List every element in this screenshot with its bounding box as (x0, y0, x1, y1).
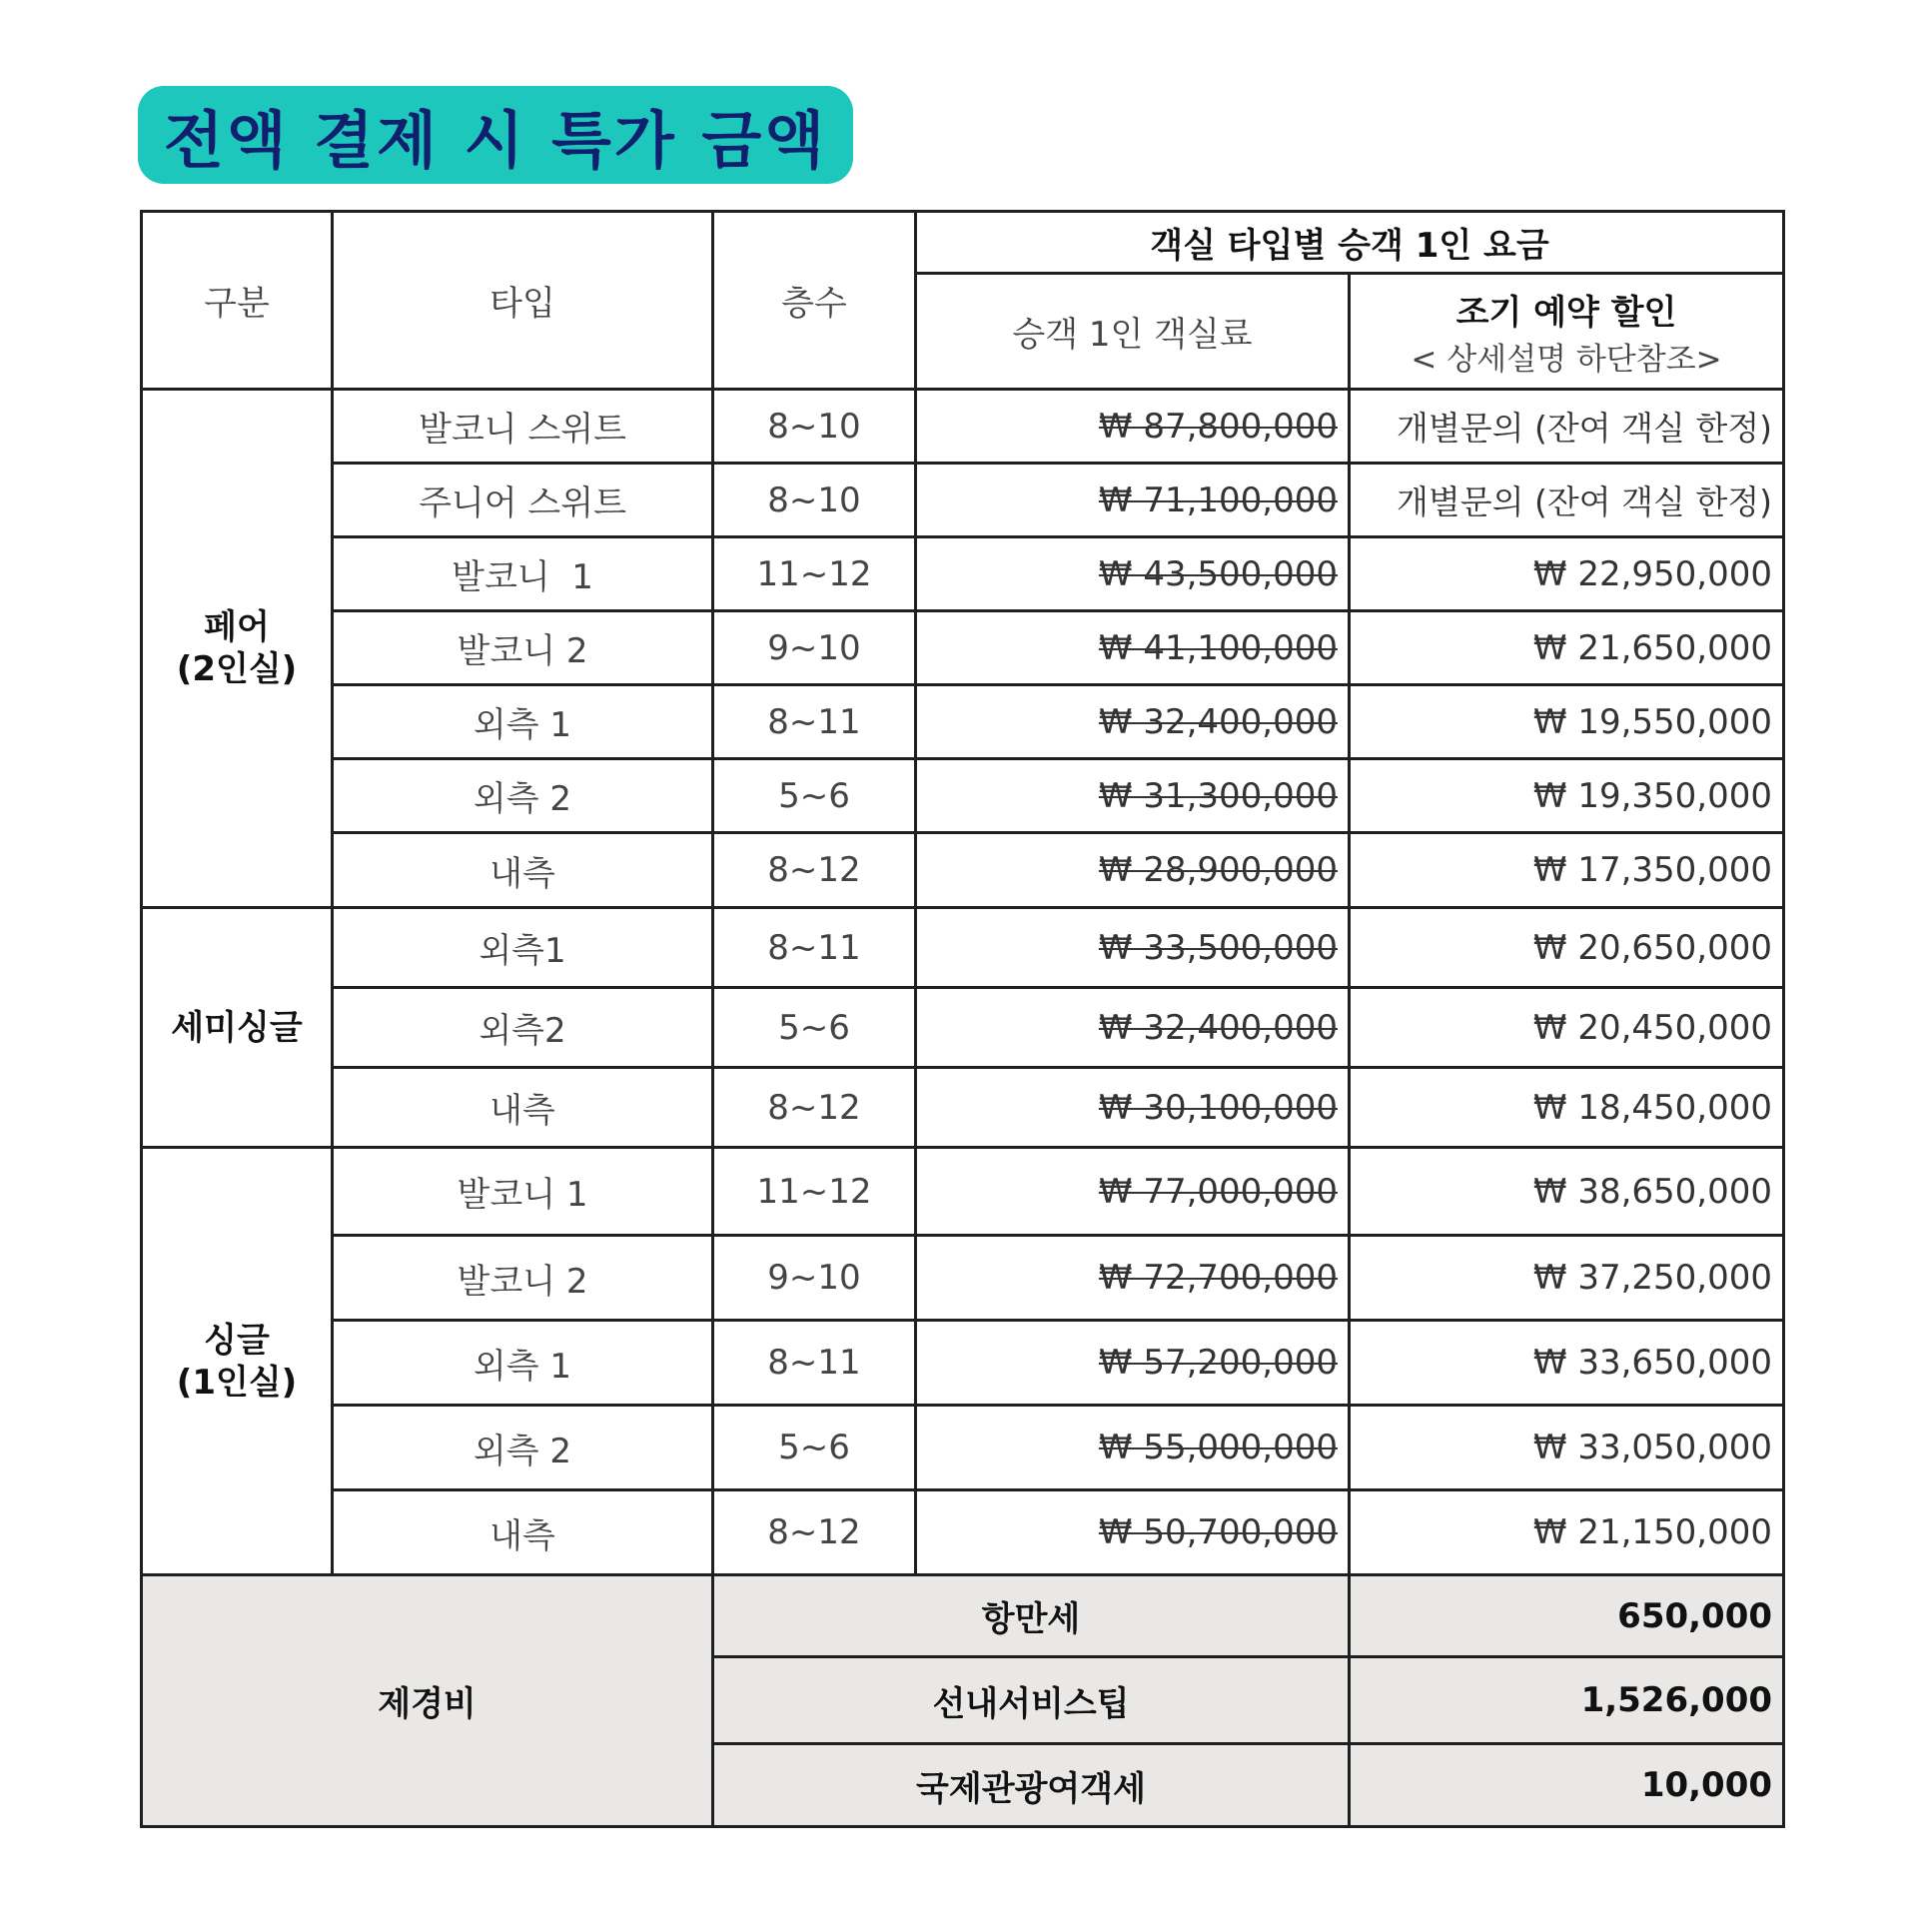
floor: 9~10 (713, 611, 916, 685)
title-badge (138, 86, 853, 184)
fees-label: 제경비 (142, 1575, 713, 1827)
floor: 9~10 (713, 1236, 916, 1321)
table-row (142, 988, 1784, 1068)
original-price: ₩ 31,300,000 (1098, 775, 1338, 816)
discount-price: ₩ 22,950,000 (1350, 537, 1784, 611)
original-price: ₩ 71,100,000 (1098, 480, 1338, 520)
room-type: 내측 (333, 833, 713, 908)
table-row (142, 833, 1784, 908)
discount-price: ₩ 20,650,000 (1350, 908, 1784, 988)
floor: 5~6 (713, 759, 916, 833)
original-price-cell (916, 611, 1350, 685)
original-price: ₩ 55,000,000 (1098, 1428, 1338, 1467)
table-row (142, 1068, 1784, 1148)
discount-price: ₩ 33,050,000 (1350, 1406, 1784, 1490)
original-price-cell (916, 1321, 1350, 1406)
floor: 8~12 (713, 1490, 916, 1575)
fee-value: 1,526,000 (1350, 1657, 1784, 1744)
original-price-cell (916, 1068, 1350, 1148)
header-type: 타입 (333, 212, 713, 390)
table-row (142, 685, 1784, 759)
original-price: ₩ 57,200,000 (1098, 1343, 1338, 1383)
original-price-cell (916, 833, 1350, 908)
header-group: 객실 타입별 승객 1인 요금 (916, 212, 1784, 274)
room-type: 외측1 (333, 908, 713, 988)
fare-table (140, 210, 1785, 1828)
table-row (142, 1406, 1784, 1490)
room-type: 내측 (333, 1068, 713, 1148)
original-price: ₩ 28,900,000 (1098, 850, 1338, 890)
table-row (142, 537, 1784, 611)
category-sublabel: (2인실) (176, 649, 298, 689)
room-type: 외측 2 (333, 1406, 713, 1490)
original-price-cell (916, 1406, 1350, 1490)
discount-price: 개별문의 (잔여 객실 한정) (1350, 464, 1784, 537)
fee-body (142, 1575, 1784, 1827)
original-price: ₩ 72,700,000 (1098, 1258, 1338, 1298)
header-discount-note: < 상세설명 하단참조> (1411, 341, 1722, 378)
discount-price: ₩ 33,650,000 (1350, 1321, 1784, 1406)
original-price-cell (916, 464, 1350, 537)
discount-price: ₩ 17,350,000 (1350, 833, 1784, 908)
category-label: 페어 (204, 607, 270, 647)
category-label: 세미싱글 (171, 1007, 303, 1048)
table-body (142, 390, 1784, 1575)
header-category: 구분 (142, 212, 333, 390)
original-price-cell (916, 685, 1350, 759)
floor: 8~11 (713, 1321, 916, 1406)
fee-value: 10,000 (1350, 1744, 1784, 1827)
original-price-cell (916, 759, 1350, 833)
room-type: 내측 (333, 1490, 713, 1575)
floor: 8~12 (713, 833, 916, 908)
table-row (142, 1236, 1784, 1321)
table-row (142, 464, 1784, 537)
discount-price: ₩ 21,650,000 (1350, 611, 1784, 685)
original-price-cell (916, 1490, 1350, 1575)
room-type: 발코니 스위트 (333, 390, 713, 464)
discount-price: ₩ 19,550,000 (1350, 685, 1784, 759)
room-type: 외측2 (333, 988, 713, 1068)
original-price: ₩ 33,500,000 (1098, 927, 1338, 968)
discount-price: ₩ 38,650,000 (1350, 1148, 1784, 1236)
table-row (142, 1148, 1784, 1236)
room-type: 발코니 1 (333, 1148, 713, 1236)
original-price: ₩ 43,500,000 (1098, 553, 1338, 594)
original-price-cell (916, 537, 1350, 611)
category-cell (142, 908, 333, 1148)
original-price-cell (916, 1236, 1350, 1321)
category-cell (142, 390, 333, 908)
category-label: 싱글 (204, 1320, 270, 1361)
floor: 11~12 (713, 537, 916, 611)
fee-name: 항만세 (713, 1575, 1350, 1657)
table-row (142, 908, 1784, 988)
discount-price: ₩ 21,150,000 (1350, 1490, 1784, 1575)
original-price: ₩ 87,800,000 (1098, 406, 1338, 447)
discount-price: ₩ 19,350,000 (1350, 759, 1784, 833)
floor: 8~10 (713, 390, 916, 464)
original-price-cell (916, 390, 1350, 464)
table-row (142, 390, 1784, 464)
discount-price: ₩ 20,450,000 (1350, 988, 1784, 1068)
floor: 8~11 (713, 685, 916, 759)
fee-value: 650,000 (1350, 1575, 1784, 1657)
room-type: 발코니 1 (333, 537, 713, 611)
header-discount: 조기 예약 할인 (1455, 292, 1677, 333)
room-type: 발코니 2 (333, 1236, 713, 1321)
original-price-cell (916, 988, 1350, 1068)
category-cell (142, 1148, 333, 1575)
original-price-cell (916, 908, 1350, 988)
discount-price: ₩ 18,450,000 (1350, 1068, 1784, 1148)
header-discount-cell (1350, 274, 1784, 390)
fee-row (142, 1575, 1784, 1657)
table-row (142, 1321, 1784, 1406)
room-type: 주니어 스위트 (333, 464, 713, 537)
room-type: 외측 1 (333, 1321, 713, 1406)
original-price: ₩ 30,100,000 (1098, 1087, 1338, 1128)
room-type: 외측 1 (333, 685, 713, 759)
room-type: 외측 2 (333, 759, 713, 833)
table-row (142, 611, 1784, 685)
category-sublabel: (1인실) (176, 1362, 298, 1403)
page-title: 전액 결제 시 특가 금액 (163, 103, 828, 177)
original-price: ₩ 41,100,000 (1098, 627, 1338, 668)
room-type: 발코니 2 (333, 611, 713, 685)
table-row (142, 759, 1784, 833)
floor: 5~6 (713, 988, 916, 1068)
floor: 11~12 (713, 1148, 916, 1236)
original-price: ₩ 77,000,000 (1098, 1171, 1338, 1212)
header-price: 승객 1인 객실료 (916, 274, 1350, 390)
original-price: ₩ 32,400,000 (1098, 1007, 1338, 1048)
header-floor: 층수 (713, 212, 916, 390)
floor: 5~6 (713, 1406, 916, 1490)
discount-price: ₩ 37,250,000 (1350, 1236, 1784, 1321)
original-price: ₩ 50,700,000 (1098, 1512, 1338, 1552)
floor: 8~12 (713, 1068, 916, 1148)
original-price-cell (916, 1148, 1350, 1236)
floor: 8~11 (713, 908, 916, 988)
floor: 8~10 (713, 464, 916, 537)
fee-name: 선내서비스팁 (713, 1657, 1350, 1744)
original-price: ₩ 32,400,000 (1098, 701, 1338, 742)
discount-price: 개별문의 (잔여 객실 한정) (1350, 390, 1784, 464)
fee-name: 국제관광여객세 (713, 1744, 1350, 1827)
table-row (142, 1490, 1784, 1575)
